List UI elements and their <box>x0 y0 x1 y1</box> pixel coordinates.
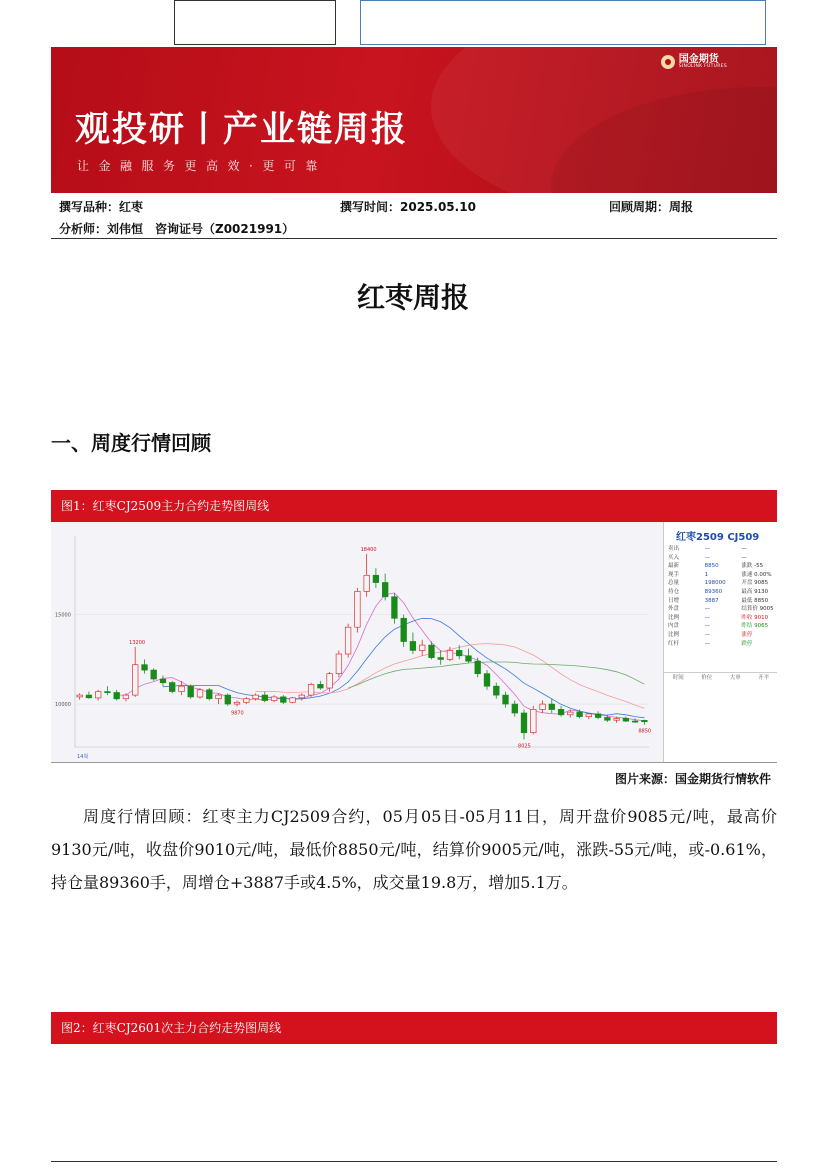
candle-body <box>577 712 583 717</box>
candle-body <box>114 693 120 699</box>
report-banner <box>51 47 777 193</box>
section-heading: 一、周度行情回顾 <box>51 431 211 455</box>
quote-cell: — <box>704 546 711 552</box>
quote-cell: 结算价 9005 <box>741 606 774 613</box>
weekly-review-paragraph: 周度行情回顾：红枣主力CJ2509合约，05月05日-05月11日，周开盘价9085元/吨，最高价9130元/吨，收盘价9010元/吨，最低价8850元/吨，结算价9005元/吨，涨跌-55元/吨，或-0.61%，持仓量89360手，周增仓+3887手或4.5%，成交量19.8万，增加5.1万。 <box>51 807 777 892</box>
candle-body <box>308 684 314 695</box>
quote-row <box>664 631 777 640</box>
quote-cell: 昨收 9010 <box>741 614 769 621</box>
candle-body <box>475 661 481 674</box>
quote-cell: 最低 8850 <box>741 597 769 604</box>
info-divider <box>51 238 777 239</box>
candle-body <box>568 712 574 715</box>
quote-cell: — <box>741 546 747 552</box>
quote-cell: 比例 <box>668 631 680 638</box>
candle-body <box>549 704 555 709</box>
candle-body <box>197 690 203 697</box>
quote-panel <box>663 522 777 762</box>
quote-cell: — <box>704 623 711 630</box>
quote-row <box>664 640 777 649</box>
quote-row <box>664 614 777 623</box>
candle-body <box>299 695 305 698</box>
chart-footer-label: 14周 <box>77 754 89 760</box>
candle-body <box>86 695 92 698</box>
candle-body <box>392 597 398 619</box>
candle-body <box>642 720 648 721</box>
quote-cell: 现手 <box>668 571 680 578</box>
quote-cell: 卖出 <box>668 546 680 552</box>
price-annotation: 13200 <box>129 639 146 646</box>
candle-body <box>123 695 129 699</box>
quote-cell: 198000 <box>704 580 726 587</box>
quote-cell: 总量 <box>668 580 680 587</box>
quote-cell: 涨停 <box>741 631 753 638</box>
quote-cell: 最新 <box>668 563 680 570</box>
candle-body <box>401 618 407 641</box>
candle-body <box>336 654 342 674</box>
candle-body <box>466 656 472 661</box>
info-review-period: 回顾周期：周报 <box>609 200 694 214</box>
figure-2-caption: 图2：红枣CJ2601次主力合约走势图周线 <box>51 1012 777 1044</box>
candle-body <box>419 645 425 650</box>
quote-tab[interactable]: 大单 <box>729 675 741 681</box>
quote-row <box>664 622 777 631</box>
quote-cell: 1 <box>704 571 709 578</box>
price-annotation: 18400 <box>360 546 377 553</box>
candle-body <box>262 695 268 700</box>
figure-1-caption: 图1：红枣CJ2509主力合约走势图周线 <box>51 490 777 522</box>
candle-body <box>244 699 250 703</box>
candle-body <box>484 674 490 687</box>
price-annotation: 9870 <box>231 710 244 717</box>
logo-name-cn: 国金期货 <box>678 54 719 65</box>
figure-1-chart <box>51 522 777 763</box>
logo-name-en: SINOLINK FUTURES <box>678 64 727 69</box>
quote-cell: 涨速 0.00% <box>741 571 772 578</box>
candle-body <box>540 704 546 709</box>
quote-cell: — <box>741 554 747 561</box>
candle-body <box>531 709 537 732</box>
quote-panel-rows <box>664 545 777 648</box>
quote-tab[interactable]: 价位 <box>701 675 713 681</box>
candle-body <box>373 575 379 582</box>
y-tick-label: 10000 <box>55 702 71 709</box>
candle-body <box>77 695 83 697</box>
candle-body <box>271 697 277 701</box>
quote-tab[interactable]: 时间 <box>672 675 684 681</box>
candle-body <box>105 692 111 693</box>
candle-body <box>512 704 518 713</box>
quote-row <box>664 605 777 614</box>
quote-cell: — <box>704 640 711 647</box>
candle-body <box>179 686 185 691</box>
candle-body <box>151 670 157 679</box>
candle-body <box>253 695 259 699</box>
quote-cell: 89360 <box>704 588 723 595</box>
quote-cell: 外盘 <box>668 606 680 613</box>
candle-body <box>632 721 638 722</box>
quote-cell: 红杆 <box>668 640 680 647</box>
quote-cell: 涨跌 -55 <box>741 563 764 570</box>
candle-body <box>447 650 453 659</box>
candle-body <box>142 665 148 670</box>
candle-body <box>382 583 388 597</box>
quote-row <box>664 597 777 606</box>
quote-panel-tabs <box>664 672 777 683</box>
candle-body <box>558 709 564 714</box>
quote-cell: — <box>704 614 711 621</box>
candle-body <box>225 695 231 704</box>
candle-body <box>521 713 527 733</box>
quote-row <box>664 579 777 588</box>
candle-body <box>345 627 351 654</box>
info-variety: 撰写品种：红枣 <box>59 200 144 214</box>
candle-body <box>188 686 194 697</box>
candle-body <box>169 683 175 692</box>
candle-body <box>623 718 629 721</box>
quote-row <box>664 562 777 571</box>
footer-divider <box>51 1161 777 1162</box>
quote-cell: 开盘 9085 <box>741 580 769 587</box>
candle-body <box>207 690 213 699</box>
quote-tab[interactable]: 开平 <box>758 675 770 681</box>
candle-body <box>586 714 592 717</box>
candle-body <box>429 645 435 658</box>
quote-cell: 持仓 <box>668 588 680 595</box>
price-annotation: 8850 <box>638 728 652 735</box>
quote-cell: 跌停 <box>741 640 753 647</box>
quote-cell: 买入 <box>668 554 680 561</box>
candle-body <box>410 642 416 651</box>
candlestick-chart <box>51 522 663 762</box>
candle-body <box>318 684 324 688</box>
logo-icon <box>661 55 675 69</box>
banner-title: 观投研丨产业链周报 <box>75 110 409 150</box>
candle-body <box>234 702 240 704</box>
info-analyst: 分析师：刘伟恒 咨询证号（Z0021991） <box>59 222 295 236</box>
quote-row <box>664 554 777 563</box>
quote-cell: 昨结 9065 <box>741 623 769 630</box>
candle-body <box>364 575 370 591</box>
candle-body <box>95 692 101 698</box>
quote-panel-title: 红枣2509 CJ509 <box>676 532 760 543</box>
candle-body <box>494 686 500 695</box>
quote-cell: 最高 9130 <box>741 588 769 595</box>
quote-row <box>664 588 777 597</box>
quote-cell: — <box>704 554 711 561</box>
candle-body <box>438 658 444 660</box>
candle-body <box>281 697 287 702</box>
candle-body <box>290 698 296 703</box>
figure-1-source: 图片来源：国金期货行情软件 <box>614 772 771 786</box>
candle-body <box>456 650 462 655</box>
info-write-time: 撰写时间：2025.05.10 <box>340 200 476 214</box>
candle-body <box>614 718 620 720</box>
quote-row <box>664 545 777 554</box>
candle-body <box>327 674 333 688</box>
quote-cell: — <box>704 606 711 613</box>
candle-body <box>503 695 509 704</box>
quote-cell: 8850 <box>704 563 719 570</box>
quote-cell: 内盘 <box>668 623 680 630</box>
quote-cell: — <box>704 631 711 638</box>
price-annotation: 8025 <box>518 743 531 750</box>
header-box-right <box>360 0 766 45</box>
banner-slogan: 让金融服务更高效·更可靠 <box>77 159 327 173</box>
candle-body <box>355 591 361 627</box>
candle-body <box>605 718 611 721</box>
candle-body <box>595 714 601 718</box>
quote-row <box>664 571 777 580</box>
y-tick-label: 15000 <box>55 612 71 619</box>
company-logo <box>661 55 727 70</box>
header-box-left <box>174 0 336 45</box>
candle-body <box>216 695 222 699</box>
document-title: 红枣周报 <box>356 281 469 314</box>
candle-body <box>160 679 166 683</box>
candle-body <box>132 665 138 695</box>
quote-cell: 3887 <box>704 597 719 604</box>
quote-cell: 比例 <box>668 614 680 621</box>
quote-cell: 日增 <box>668 597 680 604</box>
